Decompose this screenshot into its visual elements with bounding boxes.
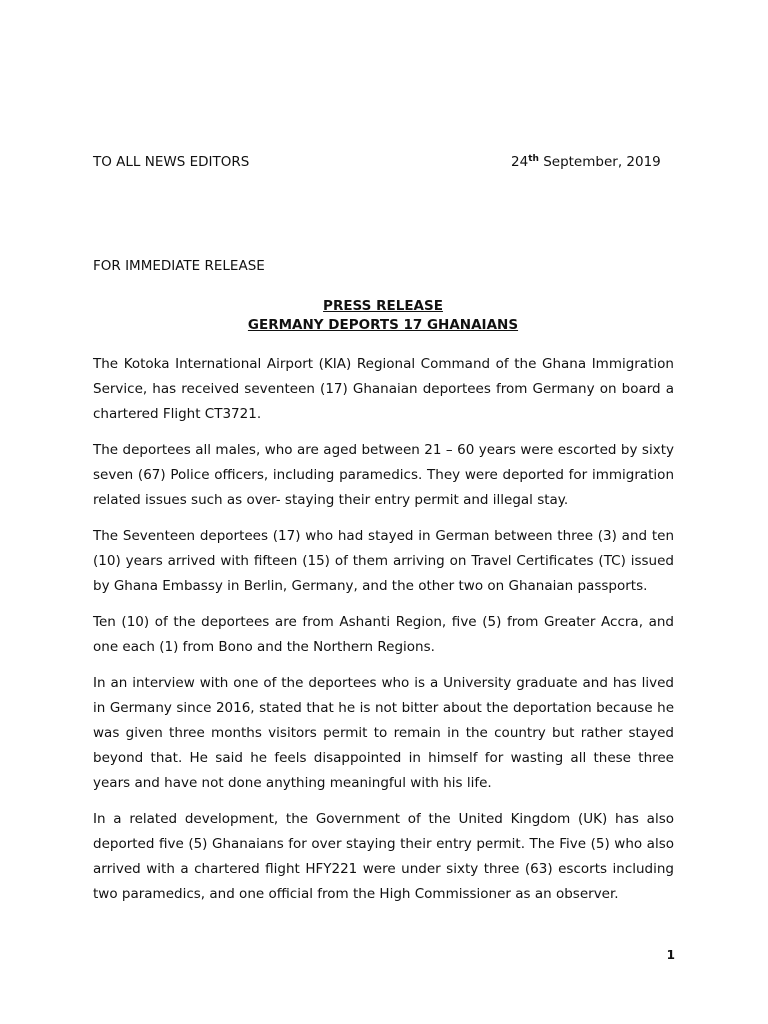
- release-note: FOR IMMEDIATE RELEASE: [93, 258, 265, 274]
- paragraph-4: Ten (10) of the deportees are from Ashanti Region, five (5) from Greater Accra, and one each (1) from Bono and the Northern Regions.: [93, 614, 674, 655]
- title-line-1: PRESS RELEASE: [323, 298, 443, 314]
- paragraph-5: In an interview with one of the deportees who is a University graduate and has lived in Germany since 2016, stated that he is not bitter about the deportation because he was given three months visitors permit to remain in the country but rather stayed beyond that. He said he feels disappointed in himself for wasting all these three years and have not done anything meaningful with his life.: [93, 675, 674, 791]
- paragraph-1: The Kotoka International Airport (KIA) Regional Command of the Ghana Immigration Service, has received seventeen (17) Ghanaian deportees from Germany on board a chartered Flight CT3721.: [93, 356, 674, 422]
- date-rest: September, 2019: [538, 154, 661, 170]
- paragraph-2: The deportees all males, who are aged between 21 – 60 years were escorted by sixty seven (67) Police officers, including paramedics. They were deported for immigration related issues such as over- staying their entry permit and illegal stay.: [93, 442, 674, 508]
- date-suffix: th: [528, 154, 539, 164]
- title-line-2: GERMANY DEPORTS 17 GHANAIANS: [247, 317, 519, 333]
- title-block: [93, 297, 673, 335]
- header-row: [93, 151, 673, 173]
- paragraph-6: In a related development, the Government of the United Kingdom (UK) has also deported five (5) Ghanaians for over staying their entry permit. The Five (5) who also arrived with a chartered flight HFY221 were under sixty three (63) escorts including two paramedics, and one official from the High Commissioner as an observer.: [93, 811, 674, 902]
- date-day: 24: [511, 154, 529, 170]
- release-date: [511, 151, 661, 173]
- paragraph-3: The Seventeen deportees (17) who had stayed in German between three (3) and ten (10) years arrived with fifteen (15) of them arriving on Travel Certificates (TC) issued by Ghana Embassy in Berlin, Germany, and the other two on Ghanaian passports.: [93, 528, 674, 594]
- page-number: 1: [666, 948, 675, 962]
- recipient-line: TO ALL NEWS EDITORS: [93, 154, 250, 170]
- body-text: [93, 352, 674, 918]
